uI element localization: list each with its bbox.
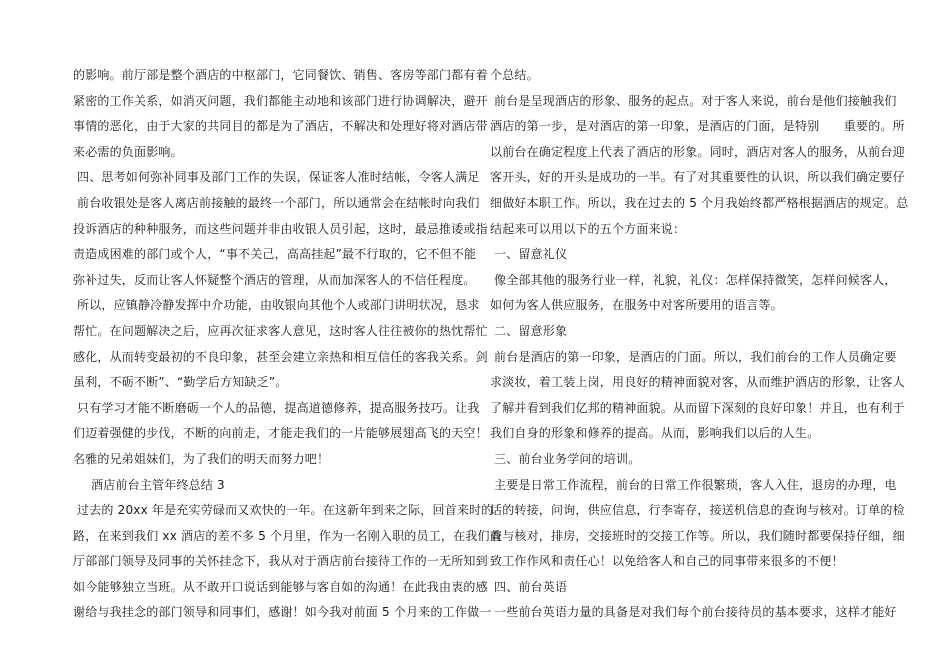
text-line: 感化，从而转变最初的不良印象，甚至会建立亲热和相互信任的客我关系。剑: [73, 349, 488, 364]
text-line: 紧密的工作关系，如消灭问题，我们都能主动地和该部门进行协调解决，避开: [73, 93, 488, 108]
section-heading: 四、思考如何弥补同事及部门工作的失误，保证客人准时结帐，令客人满足: [77, 170, 480, 185]
text-line: 责造成困难的部门或个人，“事不关己，高高挂起”最不行取的，它不但不能: [73, 247, 477, 262]
text-line: 来必需的负面影响。: [73, 144, 183, 159]
section-heading: 四、前台英语: [494, 579, 568, 594]
text-line: 帮忙。在问题解决之后，应再次征求客人意见，这时客人往往被你的热忱帮忙: [73, 323, 488, 338]
text-line: 细做好本职工作。所以，我在过去的 5 个月我始终都严格根据酒店的规定。总: [490, 195, 909, 210]
text-line: 前台收银处是客人离店前接触的最终一个部门，所以通常会在结帐时向我们: [77, 195, 480, 210]
text-line: 主要是日常工作流程，前台的日常工作很繁琐，客人入住，退房的办理，电: [494, 477, 897, 492]
text-line: 事情的恶化，由于大家的共同目的都是为了酒店，不解决和处理好将对酒店带: [73, 119, 488, 134]
text-line: 结起来可以用以下的五个方面来说：: [490, 221, 686, 236]
text-line: 求淡妆，着工装上岗，用良好的精神面貌对客，从而维护酒店的形象，让客人: [490, 375, 905, 390]
text-line: 投诉酒店的种种服务，而这些问题并非由收银人员引起，这时，最忌推诿或指: [73, 221, 488, 236]
text-line: 如何为客人供应服务，在服务中对客所要用的语言等。: [490, 298, 783, 313]
text-line: 虽利，不砺不断”、“勤学后方知缺乏”。: [73, 375, 288, 390]
text-line: 谢给与我挂念的部门领导和同事们，感谢！如今我对前面 5 个月来的工作做一: [73, 605, 492, 620]
text-line: 话的转接，问询，供应信息，行李寄存，接送机信息的查询与核对。订单的检: [490, 503, 905, 518]
text-line: 只有学习才能不断磨砺一个人的品德，提高道德修养，提高服务技巧。让我: [77, 400, 480, 415]
text-line: 像全部其他的服务行业一样，礼貌，礼仪：怎样保持微笑，怎样问候客人，: [494, 272, 897, 287]
text-line: 客开头，好的开头是成功的一半。有了对其重要性的认识，所以我们确定要仔: [490, 170, 905, 185]
text-line: 前台是呈现酒店的形象、服务的起点。对于客人来说，前台是他们接触我们: [494, 93, 897, 108]
section-heading: 二、留意形象: [494, 323, 568, 338]
section-heading: 三、前台业务学问的培训。: [494, 451, 641, 466]
text-line: 的影响。前厅部是整个酒店的中枢部门，它同餐饮、销售、客房等部门都有着: [73, 68, 488, 82]
text-line: 前台是酒店的第一印象，是酒店的门面。所以，我们前台的工作人员确定要: [494, 349, 897, 364]
section-heading: 一、留意礼仪: [494, 247, 568, 262]
text-line: 我们自身的形象和修养的提高。从而，影响我们以后的人生。: [490, 426, 820, 441]
right-text-column: [490, 63, 909, 626]
text-line: 如今能够独立当班。从不敢开口说话到能够与客自如的沟通！在此我由衷的感: [73, 579, 488, 594]
text-line: 所以，应镇静冷静发挥中介功能，由收银向其他个人或部门讲明状况，恳求: [77, 298, 480, 313]
text-line: 以前台在确定程度上代表了酒店的形象。同时，酒店对客人的服务，从前台迎: [490, 144, 905, 159]
text-line: 个总结。: [490, 68, 539, 82]
text-line: 路，在来到我们 xx 酒店的差不多 5 个月里，作为一名刚入职的员工，在我们前: [73, 528, 502, 543]
text-line: 致工作作风和责任心！以免给客人和自己的同事带来很多的不便！: [490, 554, 844, 569]
text-line: 查与核对，排房，交接班时的交接工作等。所以，我们随时都要保持仔细，细: [490, 528, 905, 543]
text-line: 了解并看到我们亿邦的精神面貌。从而留下深刻的良好印象！并且，也有利于: [490, 400, 905, 415]
text-line: 名雅的兄弟姐妹们，为了我们的明天而努力吧！: [73, 451, 330, 466]
text-line: 酒店的第一步，是对酒店的第一印象，是酒店的门面，是特别 重要的。所: [490, 119, 905, 134]
text-line: 们迈着强健的步伐，不断的向前走，才能走我们的一片能够展翅高飞的天空！: [73, 426, 488, 441]
text-line: 厅部部门领导及同事的关怀挂念下，我从对于酒店前台接待工作的一无所知到: [73, 554, 488, 569]
left-text-column: [73, 63, 502, 626]
text-line: 一些前台英语力量的具备是对我们每个前台接待员的基本要求，这样才能好: [494, 605, 897, 620]
text-line: 弥补过失，反而让客人怀疑整个酒店的管理，从而加深客人的不信任程度。: [73, 272, 476, 287]
document-title: 酒店前台主管年终总结 3: [91, 477, 225, 492]
text-line: 过去的 20xx 年是充实劳碌而又欢快的一年。在这新年到来之际，回首来时的: [77, 503, 494, 518]
